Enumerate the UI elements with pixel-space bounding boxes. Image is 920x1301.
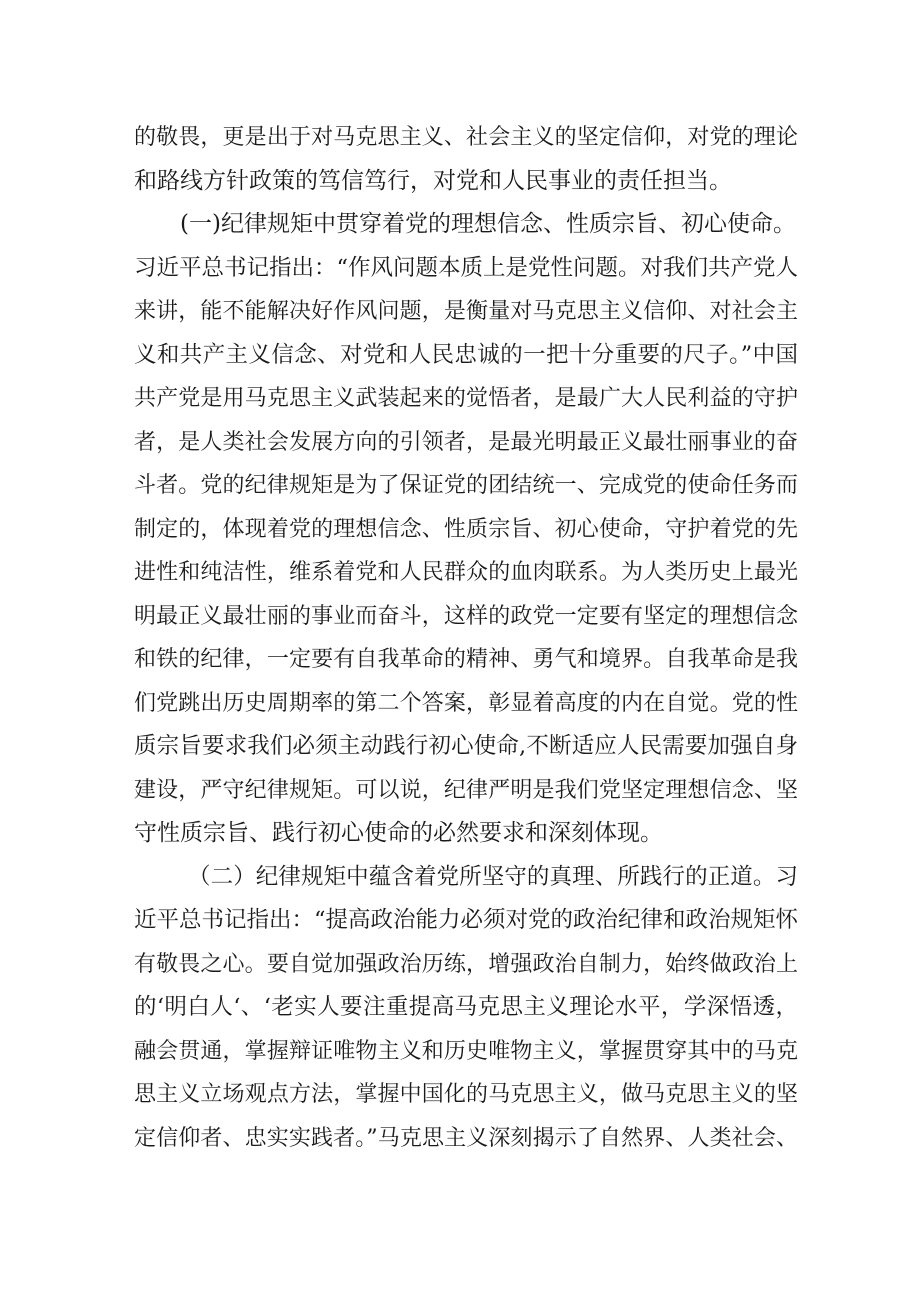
text-line: 明最正义最壮丽的事业而奋斗，这样的政党一定要有坚定的理想信念 xyxy=(134,603,798,629)
text-line: 斗者。党的纪律规矩是为了保证党的团结统一、完成党的使命任务而 xyxy=(134,473,798,498)
text-line: 定信仰者、忠实实践者。”马克思主义深刻揭示了自然界、人类社会、 xyxy=(134,1125,798,1151)
section-heading-1: (一)纪律规矩中贯穿着党的理想信念、性质宗旨、初心使命。 xyxy=(180,211,796,237)
text-line: 近平总书记指出：“提高政治能力必须对党的政治纪律和政治规矩怀 xyxy=(134,907,799,933)
text-line: 质宗旨要求我们必须主动践行初心使命,不断适应人民需要加强自身 xyxy=(134,733,798,759)
text-line: 有敬畏之心。要自觉加强政治历练，增强政治自制力，始终做政治上 xyxy=(134,951,798,977)
text-line: 和铁的纪律，一定要有自我革命的精神、勇气和境界。自我革命是我 xyxy=(134,647,798,672)
text-line: 者，是人类社会发展方向的引领者，是最光明最正义最壮丽事业的奋 xyxy=(134,429,798,455)
text-line: 习近平总书记指出：“作风问题本质上是党性问题。对我们共产党人 xyxy=(134,254,799,281)
body-text xyxy=(134,116,798,1160)
text-line: 和路线方针政策的笃信笃行，对党和人民事业的责任担当。 xyxy=(134,167,732,194)
text-line: 的‘明白人‘、‘老实人要注重提高马克思主义理论水平，学深悟透， xyxy=(134,994,798,1020)
section-heading-2: （二）纪律规矩中蕴含着党所坚守的真理、所践行的正道。习 xyxy=(188,863,798,890)
text-line: 进性和纯洁性，维系着党和人民群众的血肉联系。为人类历史上最光 xyxy=(134,560,798,585)
text-line: 制定的，体现着党的理想信念、性质宗旨、初心使命，守护着党的先 xyxy=(134,516,798,542)
text-line: 共产党是用马克思主义武装起来的觉悟者，是最广大人民利益的守护 xyxy=(134,386,798,411)
text-line: 融会贯通，掌握辩证唯物主义和历史唯物主义，掌握贯穿其中的马克 xyxy=(134,1038,798,1064)
text-line: 来讲，能不能解决好作风问题，是衡量对马克思主义信仰、对社会主 xyxy=(134,299,798,324)
text-line: 建设，严守纪律规矩。可以说，纪律严明是我们党坚定理想信念、坚 xyxy=(134,777,798,803)
text-line: 们党跳出历史周期率的第二个答案，彰显着高度的内在自觉。党的性 xyxy=(134,690,798,716)
text-line: 的敬畏，更是出于对马克思主义、社会主义的坚定信仰，对党的理论 xyxy=(134,125,798,150)
text-line: 思主义立场观点方法，掌握中国化的马克思主义，做马克思主义的坚 xyxy=(134,1082,798,1107)
text-line: 守性质宗旨、践行初心使命的必然要求和深刻体现。 xyxy=(134,820,663,846)
text-line: 义和共产主义信念、对党和人民忠诚的一把十分重要的尺子。”中国 xyxy=(134,341,798,368)
